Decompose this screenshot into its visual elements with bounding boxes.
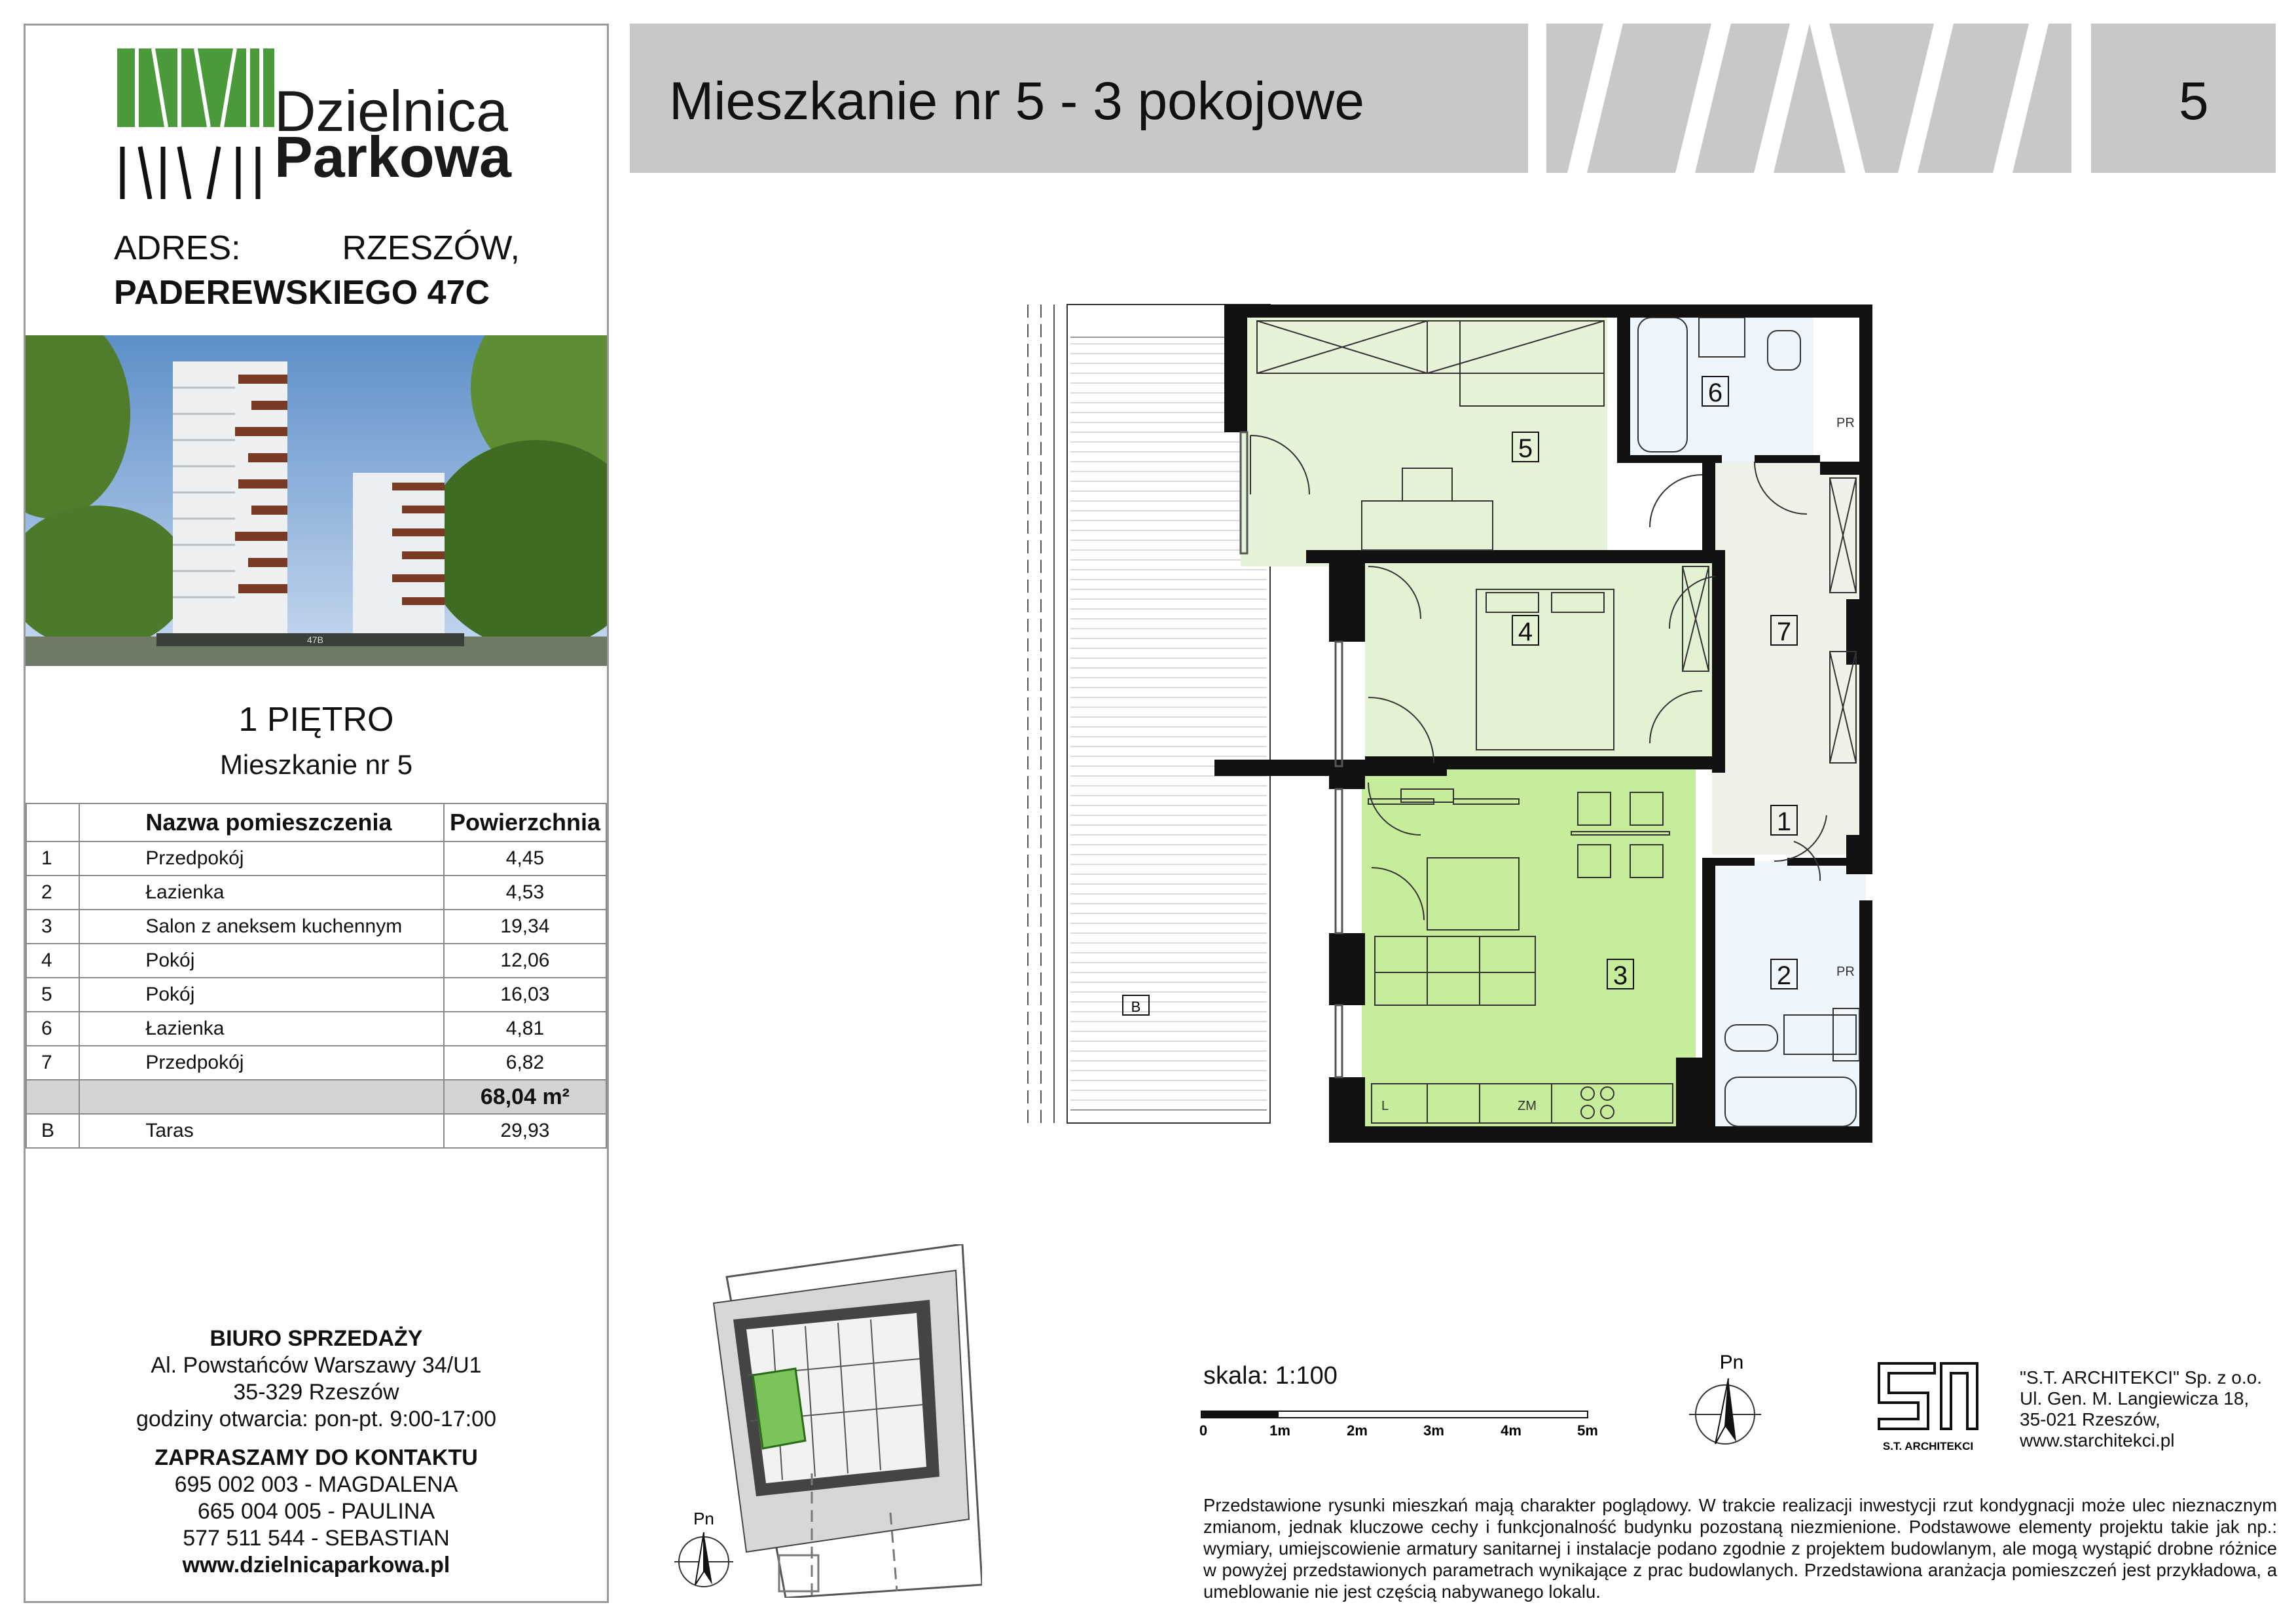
row-no: 7 xyxy=(26,1046,79,1080)
row-name: Pokój xyxy=(79,978,444,1012)
row-no: 1 xyxy=(26,841,79,876)
table-row xyxy=(26,1012,606,1046)
room-4 xyxy=(1365,557,1722,760)
row-area: 29,93 xyxy=(444,1114,606,1148)
row-name: Przedpokój xyxy=(79,841,444,876)
room-2 xyxy=(1715,861,1866,1136)
row-area: 4,45 xyxy=(444,841,606,876)
room-label-3: 3 xyxy=(1613,961,1628,990)
table-total-row xyxy=(26,1080,606,1114)
unit-number: 5 xyxy=(2179,71,2209,131)
table-header-name: Nazwa pomieszczenia xyxy=(79,803,444,841)
sales-postcode: 35-329 Rzeszów xyxy=(233,1380,399,1405)
firm-logo-caption: S.T. ARCHITEKCI xyxy=(1882,1440,1974,1452)
row-name: Łazienka xyxy=(79,876,444,910)
terrace-label: B xyxy=(1131,999,1141,1015)
scale-tick: 4m xyxy=(1501,1422,1522,1439)
contact-phone[interactable]: 665 004 005 - PAULINA xyxy=(197,1499,435,1524)
scale-tick: 3m xyxy=(1423,1422,1444,1439)
sales-address: Al. Powstańców Warszawy 34/U1 xyxy=(151,1353,482,1378)
row-name: Pokój xyxy=(79,944,444,978)
room-label-7: 7 xyxy=(1776,618,1792,646)
header-pattern-icon xyxy=(1515,24,2111,173)
north-label: Pn xyxy=(693,1509,714,1528)
row-no: 2 xyxy=(26,876,79,910)
total-area: 68,04 m² xyxy=(444,1080,606,1114)
floor-title: 1 PIĘTRO xyxy=(238,701,394,739)
sales-hours: godziny otwarcia: pon-pt. 9:00-17:00 xyxy=(136,1407,496,1431)
brand-name-line2: Parkowa xyxy=(274,124,511,189)
row-area: 4,81 xyxy=(444,1012,606,1046)
left-panel xyxy=(24,24,609,1603)
table-row xyxy=(26,978,606,1012)
brand-name-line1: Dzielnica xyxy=(274,79,509,143)
room-label-2: 2 xyxy=(1776,961,1792,990)
page-title: Mieszkanie nr 5 - 3 pokojowe xyxy=(669,71,1364,131)
row-area: 6,82 xyxy=(444,1046,606,1080)
row-name: Przedpokój xyxy=(79,1046,444,1080)
sales-office xyxy=(26,1325,607,1579)
website-link[interactable]: www.dzielnicaparkowa.pl xyxy=(182,1553,450,1578)
header-bar xyxy=(630,24,2276,173)
address-line1 xyxy=(114,229,520,268)
north-arrow-icon xyxy=(1689,1349,1761,1447)
key-plan xyxy=(707,1244,982,1598)
contact-phone[interactable]: 577 511 544 - SEBASTIAN xyxy=(183,1526,450,1551)
firm-city: 35-021 Rzeszów, xyxy=(2020,1409,2160,1430)
scale-tick: 1m xyxy=(1269,1422,1290,1439)
row-area: 16,03 xyxy=(444,978,606,1012)
sales-title: BIURO SPRZEDAŻY xyxy=(210,1326,423,1351)
photo-sign: 47B xyxy=(307,635,323,645)
table-row-terrace xyxy=(26,1114,606,1148)
contact-phone[interactable]: 695 002 003 - MAGDALENA xyxy=(174,1472,458,1497)
row-area: 4,53 xyxy=(444,876,606,910)
room-label-1: 1 xyxy=(1776,807,1792,836)
contact-title: ZAPRASZAMY DO KONTAKTU xyxy=(155,1445,478,1470)
scale-tick: 0 xyxy=(1199,1422,1208,1439)
room-label-5: 5 xyxy=(1518,434,1533,463)
row-no: 5 xyxy=(26,978,79,1012)
building-photo xyxy=(26,335,607,666)
row-area: 12,06 xyxy=(444,944,606,978)
row-no: 4 xyxy=(26,944,79,978)
row-area: 19,34 xyxy=(444,910,606,944)
table-row xyxy=(26,1046,606,1080)
disclaimer: Przedstawione rysunki mieszkań mają charakter poglądowy. W trakcie realizacji inwestycji rzut kondygnacji może ulec nieznacznym zmianom, jednak kluczowe cechy i funkcjonalność budynku pozostaną niezmienione. Podstawowe elementy projektu takie jak np.: wymiary, umiejscowienie armatury sanitarnej i instalacje podano zgodnie z projektem budowlanym, ale mogą wystąpić drobne różnice w powyżej przedstawionych parametrach wynikające z prac budowlanych. Przedstawiona aranżacja pomieszczeń jest przykładowa, a umeblowanie nie jest częścią nabywanego lokalu. xyxy=(1203,1495,2277,1602)
address-city: RZESZÓW, xyxy=(342,229,520,267)
table-header-row xyxy=(26,803,606,841)
north-label: Pn xyxy=(1719,1352,1744,1373)
row-name: Salon z aneksem kuchennym xyxy=(79,910,444,944)
room-label-6: 6 xyxy=(1707,378,1723,407)
scale-tick: 2m xyxy=(1347,1422,1368,1439)
address-street: PADEREWSKIEGO 47C xyxy=(114,274,490,312)
row-name: Taras xyxy=(79,1114,444,1148)
row-no: B xyxy=(26,1114,79,1148)
unit-subtitle: Mieszkanie nr 5 xyxy=(219,749,413,780)
room-table xyxy=(26,803,607,1149)
address-label: ADRES: xyxy=(114,229,241,267)
firm-logo-icon xyxy=(1872,1357,1984,1455)
table-header-no xyxy=(26,803,79,841)
table-row xyxy=(26,876,606,910)
scale-bar xyxy=(1198,1408,1617,1441)
north-arrow-small-icon xyxy=(674,1506,733,1591)
kitchen-l-label: L xyxy=(1381,1099,1389,1113)
kitchen-zm-label: ZM xyxy=(1518,1099,1537,1113)
table-row xyxy=(26,841,606,876)
room-5 xyxy=(1241,311,1607,566)
firm-name: "S.T. ARCHITEKCI" Sp. z o.o. xyxy=(2020,1367,2262,1388)
row-no: 6 xyxy=(26,1012,79,1046)
firm-website[interactable]: www.starchitekci.pl xyxy=(2020,1430,2175,1450)
pr-label: PR xyxy=(1836,416,1855,430)
firm-info xyxy=(2020,1367,2262,1451)
firm-street: Ul. Gen. M. Langiewicza 18, xyxy=(2020,1388,2250,1409)
room-label-4: 4 xyxy=(1518,618,1533,646)
floor-plan xyxy=(1015,298,1905,1156)
table-header-area: Powierzchnia xyxy=(444,803,606,841)
row-name: Łazienka xyxy=(79,1012,444,1046)
row-no: 3 xyxy=(26,910,79,944)
table-row xyxy=(26,910,606,944)
pr-label: PR xyxy=(1836,965,1855,979)
table-row xyxy=(26,944,606,978)
scale-tick: 5m xyxy=(1577,1422,1598,1439)
scale-label: skala: 1:100 xyxy=(1203,1362,1338,1390)
logo-mark-icon xyxy=(117,48,274,199)
